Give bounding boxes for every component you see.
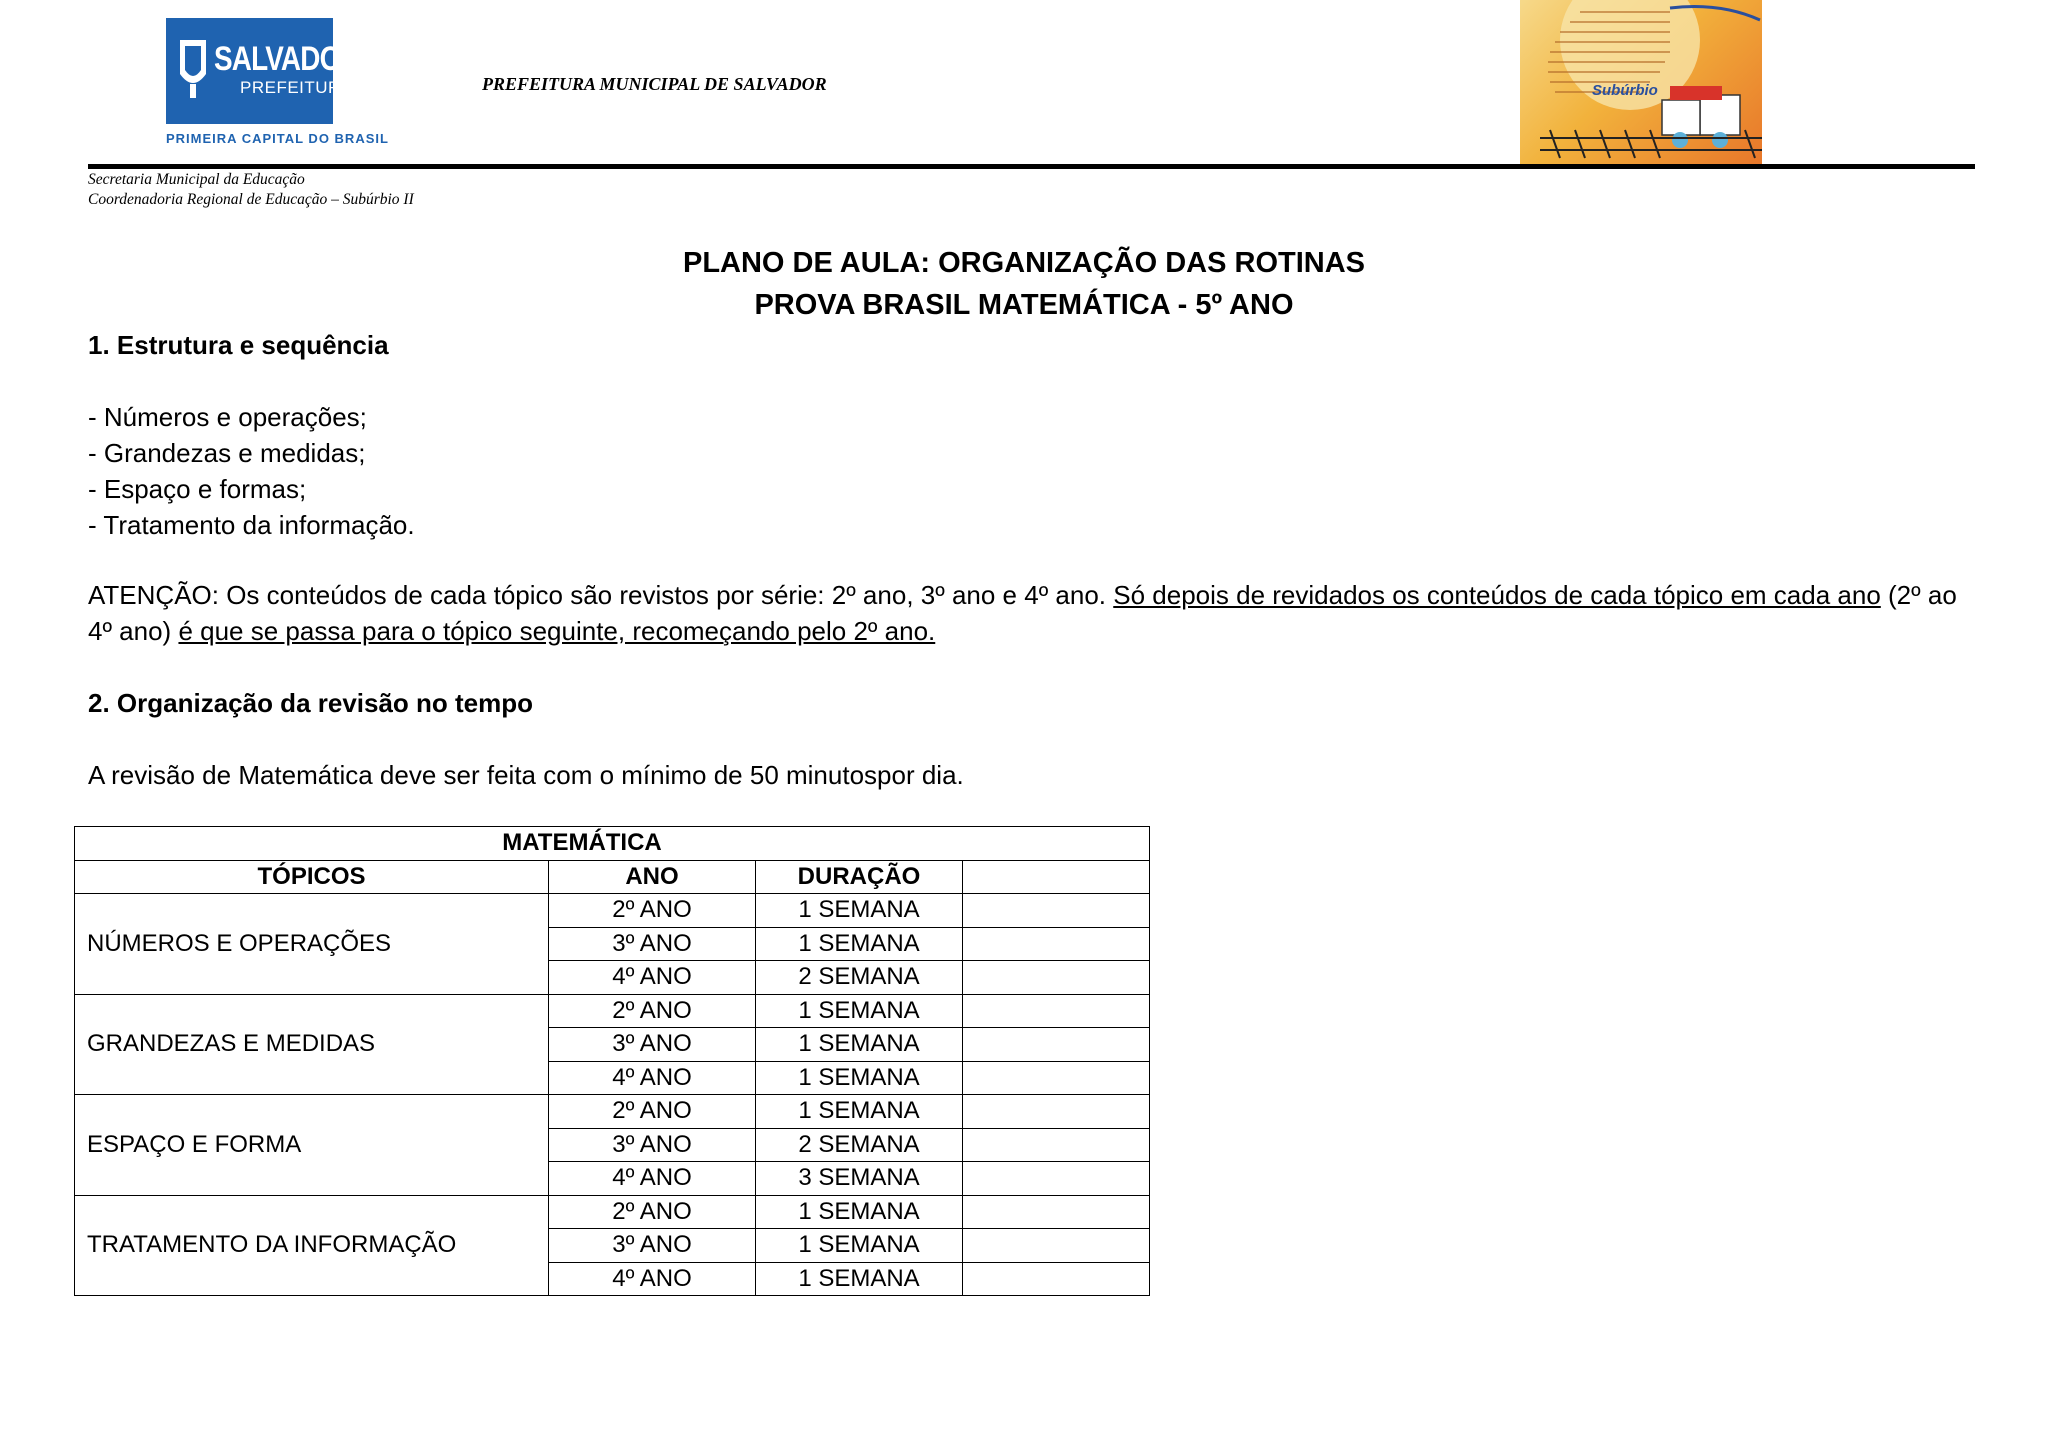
empty-cell [963,1229,1150,1263]
topic-cell: TRATAMENTO DA INFORMAÇÃO [75,1195,549,1296]
ano-cell: 2º ANO [549,894,756,928]
duracao-cell: 1 SEMANA [756,894,963,928]
ano-cell: 3º ANO [549,1028,756,1062]
logo-title: SALVADOR [214,40,360,78]
logo-tagline: PRIMEIRA CAPITAL DO BRASIL [166,131,389,146]
salvador-logo [166,18,360,124]
table-row [75,994,1150,1028]
empty-cell [963,1095,1150,1129]
page-title-line2: PROVA BRASIL MATEMÁTICA - 5º ANO [754,289,1294,321]
table-row [75,894,1150,928]
empty-cell [963,927,1150,961]
empty-cell [963,1195,1150,1229]
duracao-cell: 2 SEMANA [756,961,963,995]
section2-text: A revisão de Matemática deve ser feita com o mínimo de 50 minutospor dia. [88,760,964,790]
duracao-cell: 1 SEMANA [756,927,963,961]
empty-cell [963,894,1150,928]
empty-cell [963,1162,1150,1196]
table-caption-row [75,827,1150,861]
math-schedule-table [74,826,1150,1296]
ano-cell: 3º ANO [549,927,756,961]
duracao-cell: 1 SEMANA [756,1061,963,1095]
topic-cell: NÚMEROS E OPERAÇÕES [75,894,549,995]
empty-cell [963,1028,1150,1062]
table-row [75,1095,1150,1129]
ano-cell: 4º ANO [549,1162,756,1196]
prefeitura-title: PREFEITURA MUNICIPAL DE SALVADOR [482,74,827,94]
ano-cell: 4º ANO [549,1262,756,1296]
ano-cell: 2º ANO [549,1095,756,1129]
secretaria-line: Secretaria Municipal da Educação [88,171,305,188]
coordenadoria-line: Coordenadoria Regional de Educação – Subúrbio II [88,191,414,208]
section1-heading: 1. Estrutura e sequência [88,330,389,360]
column-header-ano: ANO [549,860,756,894]
ano-cell: 3º ANO [549,1229,756,1263]
duracao-cell: 1 SEMANA [756,1229,963,1263]
column-header-empty [963,860,1150,894]
column-header-duracao: DURAÇÃO [756,860,963,894]
column-header-topicos: TÓPICOS [75,860,549,894]
duracao-cell: 1 SEMANA [756,1262,963,1296]
duracao-cell: 1 SEMANA [756,994,963,1028]
empty-cell [963,994,1150,1028]
badge-label: Subúrbio [1592,82,1658,99]
attention-underlined-text: é que se passa para o tópico seguinte, recomeçando pelo 2º ano. [178,616,936,646]
duracao-cell: 2 SEMANA [756,1128,963,1162]
list-item: - Espaço e formas; [88,474,307,504]
table-caption: MATEMÁTICA [75,827,1150,861]
table-header-row [75,860,1150,894]
ano-cell: 2º ANO [549,1195,756,1229]
list-item: - Números e operações; [88,402,367,432]
coat-of-arms-icon [176,34,210,104]
duracao-cell: 1 SEMANA [756,1195,963,1229]
suburbio-badge [1520,0,1762,164]
empty-cell [963,961,1150,995]
list-item: - Tratamento da informação. [88,510,415,540]
duracao-cell: 3 SEMANA [756,1162,963,1196]
attention-text: ATENÇÃO: Os conteúdos de cada tópico são revistos por série: 2º ano, 3º ano e 4º ano. [88,580,1114,610]
empty-cell [963,1128,1150,1162]
ano-cell: 4º ANO [549,1061,756,1095]
duracao-cell: 1 SEMANA [756,1095,963,1129]
page-title-line1: PLANO DE AULA: ORGANIZAÇÃO DAS ROTINAS [682,247,1366,279]
empty-cell [963,1061,1150,1095]
table-row [75,1195,1150,1229]
list-item: - Grandezas e medidas; [88,438,366,468]
topic-cell: ESPAÇO E FORMA [75,1095,549,1196]
attention-paragraph [88,577,1978,649]
empty-cell [963,1262,1150,1296]
attention-text: (2º ao 4º ano) [88,580,1957,646]
ano-cell: 4º ANO [549,961,756,995]
duracao-cell: 1 SEMANA [756,1028,963,1062]
header-divider [88,164,1975,169]
ano-cell: 3º ANO [549,1128,756,1162]
ano-cell: 2º ANO [549,994,756,1028]
logo-subtitle: PREFEITURA [240,78,353,97]
attention-underlined-text: Só depois de revidados os conteúdos de cada tópico em cada ano [1113,580,1881,610]
section2-heading: 2. Organização da revisão no tempo [88,688,534,718]
topic-cell: GRANDEZAS E MEDIDAS [75,994,549,1095]
